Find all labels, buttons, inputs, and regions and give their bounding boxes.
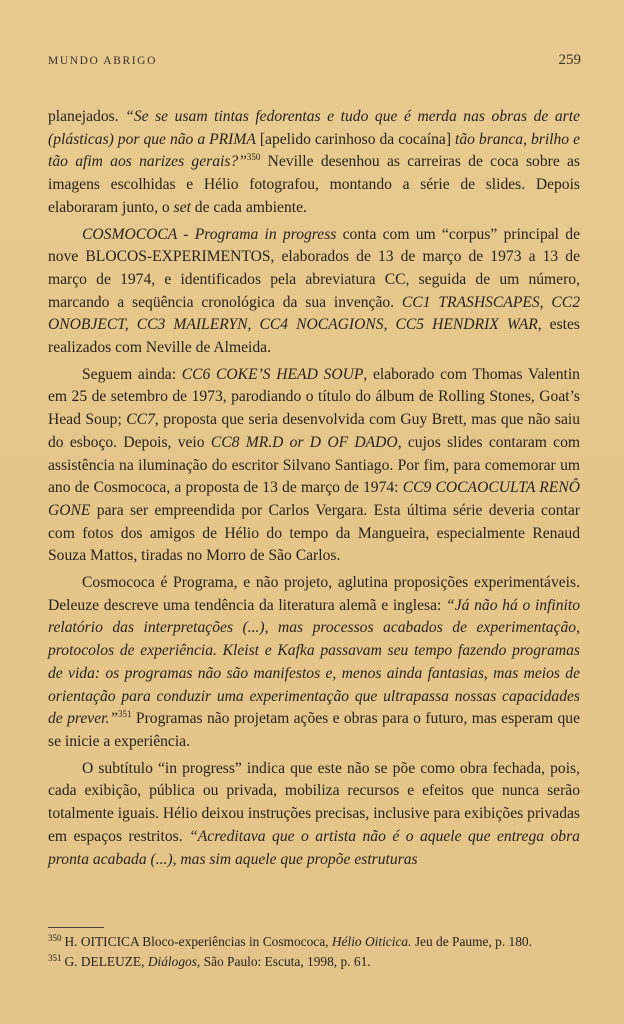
running-head: MUNDO ABRIGO [48, 55, 157, 67]
italic-text: “Acreditava que o artista não é o aquele que entrega obra pronta acabada (...), mas sim aquele que propõe estruturas [48, 827, 580, 868]
footnote-ref: 351 [48, 953, 62, 963]
paragraph [48, 106, 580, 220]
text-run: , São Paulo: Escuta, 1998, p. 61. [196, 954, 371, 969]
text-run: , elaborado com Thomas Valentin em 25 de setembro de 1973, parodiando o título do álbum de Rolling Stones, Goat’s Head Soup; [48, 365, 580, 429]
italic-text: “Já não há o infinito relatório das interpretações (...), mas processos acabados de experimentação, protocolos de experiência. Kleist e Kafka passavam seu tempo fazendo programas de vida: os programas não são manifestos e, menos ainda fantasias, mas meios de orientação para conduzir uma experimentação que ultrapassa nossas capacidades de prever.” [48, 596, 580, 728]
footnotes [48, 932, 588, 972]
text-run: para ser empreendida por Carlos Vergara. Esta última série deveria contar com fotos dos amigos de Hélio do tempo da Mangueira, especialmente Renaud Souza Mattos, tiradas no Morro de São Carlos. [48, 501, 580, 565]
italic-text: set [173, 198, 191, 216]
footnote-ref: 350 [48, 933, 62, 943]
footnote [48, 952, 588, 972]
text-run: [apelido carinhoso da cocaína] [255, 130, 455, 148]
text-run: Neville desenhou as carreiras de coca sobre as imagens escolhidas e Hélio fotografou, montando a série de slides. Depois elaboraram junto, o [48, 153, 580, 216]
italic-text: “Se se usam tintas fedorentas e tudo que é merda nas obras de arte (plásticas) por que não a PRIMA [48, 108, 581, 148]
italic-text: CC9 COCAOCULTA RENÔ GONE [48, 479, 580, 519]
italic-text: CC1 TRASHSCAPES, CC2 ONOBJECT, CC3 MAILERYN, CC4 NOCAGIONS, CC5 HENDRIX WAR [48, 293, 580, 334]
text-run: , proposta que seria desenvolvida com Guy Brett, mas que não saiu do esboço. Depois, veio [48, 411, 581, 451]
text-run: G. DELEUZE, [64, 954, 148, 969]
italic-text: COSMOCOCA - Programa in progress [82, 225, 337, 243]
italic-text: Diálogos [147, 954, 197, 969]
text-run: Seguem ainda: [82, 365, 182, 383]
text-run: planejados. [48, 108, 126, 125]
text-run: Jeu de Paume, p. 180. [411, 934, 532, 949]
text-run: Programas não projetam ações e obras para o futuro, mas esperam que se inicie a experiência. [48, 710, 581, 750]
footnote-ref: 351 [118, 709, 132, 720]
text-run: , estes realizados com Neville de Almeida. [48, 316, 580, 357]
paragraph [48, 364, 580, 568]
paragraph [48, 224, 580, 360]
italic-text: Hélio Oiticica. [331, 934, 412, 949]
italic-text: CC6 COKE’S HEAD SOUP [181, 365, 364, 383]
paragraph [48, 758, 580, 872]
text-run: , cujos slides contaram com assistência na iluminação do escritor Silvano Santiago. Por fim, para comemorar um ano de Cosmococa, a proposta de 13 de março de 1974: [48, 433, 580, 497]
italic-text: CC7 [126, 411, 155, 429]
text-run: H. OITICICA Bloco-experiências in Cosmococa, [64, 934, 332, 949]
body-text [48, 106, 580, 875]
text-run: Cosmococa é Programa, e não projeto, aglutina proposições experimentáveis. Deleuze descreve uma tendência da literatura alemã e inglesa: [48, 574, 580, 614]
text-run: de cada ambiente. [190, 198, 307, 216]
footnote-rule [48, 927, 104, 928]
page-number: 259 [558, 52, 581, 68]
paragraph [48, 572, 580, 754]
italic-text: CC8 MR.D or D OF DADO [210, 433, 398, 451]
footnote-ref: 350 [246, 152, 261, 163]
italic-text: tão branca, brilho e tão afim aos narizes gerais?” [48, 130, 580, 171]
footnote [48, 932, 588, 952]
text-run: conta com um “corpus” principal de nove BLOCOS-EXPERIMENTOS, elaborados de 13 de março de 1973 a 13 de março de 1974, e identificados pela abreviatura CC, seguida de um número, marcando a seqüência cronológica da sua invenção. [48, 225, 580, 311]
text-run: O subtítulo “in progress” indica que este não se põe como obra fechada, pois, cada exibição, pública ou privada, mobiliza recursos e efeitos que nunca serão totalmente iguais. Hélio deixou instruções precisas, inclusive para exibições privadas em espaços restritos. [48, 759, 580, 845]
